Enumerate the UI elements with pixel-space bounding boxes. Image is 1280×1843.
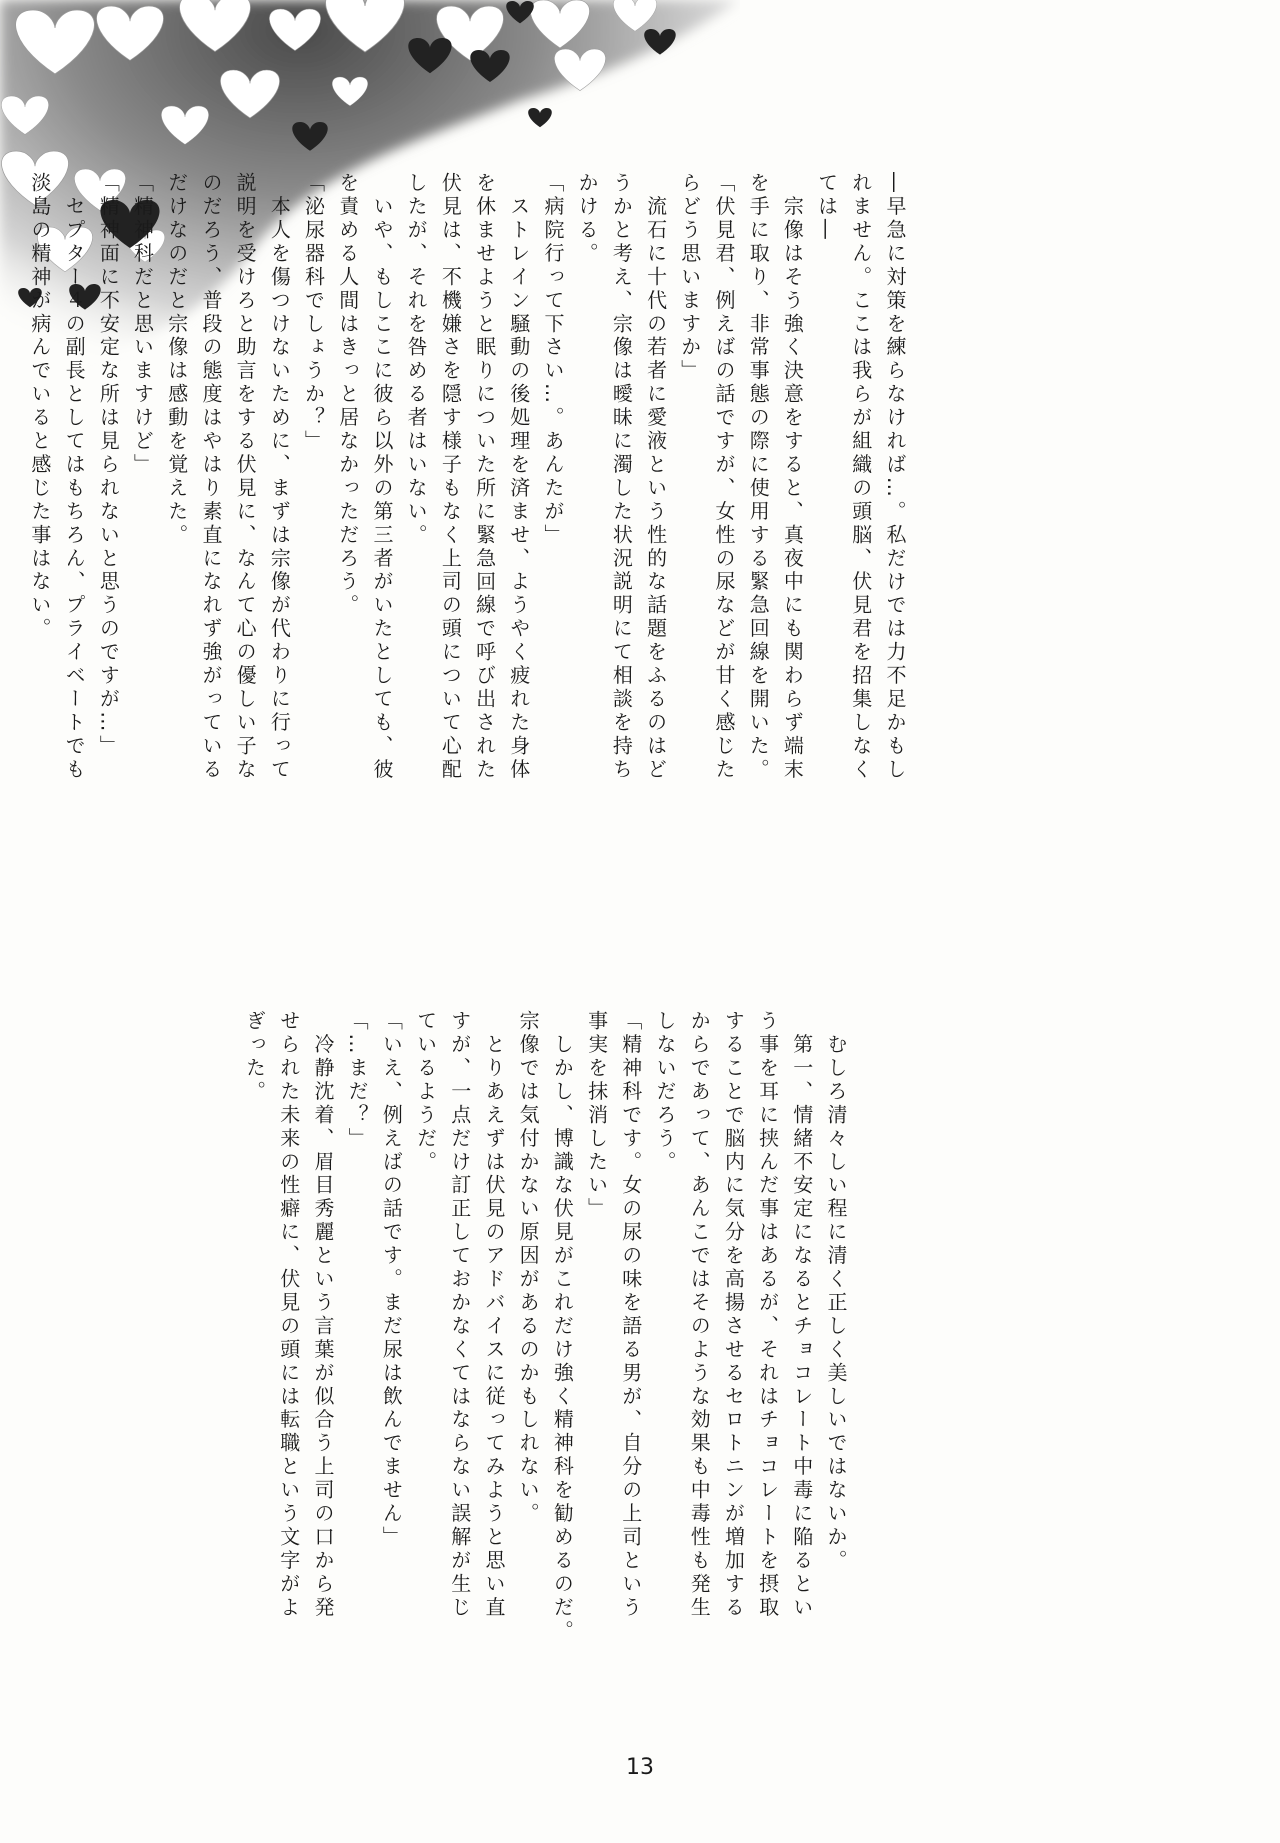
text-line: 「…まだ？」 (345, 1010, 370, 1151)
text-line: 「精神科だと思いますけど」 (130, 172, 155, 477)
text-line: することで脳内に気分を高揚させるセロトニンが増加する (721, 1010, 746, 1620)
text-line: セプター４の副長としてはもちろん、プライベートでも (62, 172, 87, 782)
text-line: 「精神面に不安定な所は見られないと思うのですが…」 (96, 172, 121, 759)
text-line: いや、もしここに彼ら以外の第三者がいたとしても、彼 (369, 172, 394, 782)
text-line: すが、一点だけ訂正しておかなくてはならない誤解が生じ (447, 1010, 472, 1620)
text-line: 「泌尿器科でしょうか？」 (301, 172, 326, 454)
text-line: むしろ清々しい程に清く正しく美しいではないか。 (824, 1010, 848, 1573)
text-line: 「いえ、例えばの話です。まだ尿は飲んでません」 (379, 1010, 404, 1550)
text-line: らどう思いますか」 (677, 172, 702, 384)
text-line: ては― (814, 172, 839, 243)
text-line: 本人を傷つけないために、まずは宗像が代わりに行って (267, 172, 292, 782)
text-line: 事実を抹消したい」 (584, 1010, 609, 1222)
text-line: ているようだ。 (413, 1010, 438, 1175)
text-line: したが、それを咎める者はいない。 (404, 172, 429, 548)
text-line: 宗像では気付かない原因があるのかもしれない。 (516, 1010, 541, 1526)
text-line: せられた未来の性癖に、伏見の頭には転職という文字がよ (276, 1010, 301, 1620)
text-line: だけなのだと宗像は感動を覚えた。 (164, 172, 189, 548)
text-line: 流石に十代の若者に愛液という性的な話題をふるのはど (643, 172, 668, 782)
text-line: う事を耳に挟んだ事はあるが、それはチョコレートを摂取 (755, 1010, 780, 1620)
text-line: 「病院行って下さい…。あんたが」 (540, 172, 565, 548)
text-line: を手に取り、非常事態の際に使用する緊急回線を開いた。 (746, 172, 771, 782)
text-line: かける。 (575, 172, 600, 266)
text-line: うかと考え、宗像は曖昧に濁した状況説明にて相談を持ち (609, 172, 634, 782)
text-line: 第一、情緒不安定になるとチョコレート中毒に陥るとい (789, 1010, 814, 1620)
text-line: とりあえずは伏見のアドバイスに従ってみようと思い直 (481, 1010, 506, 1620)
text-line: 冷静沈着、眉目秀麗という言葉が似合う上司の口から発 (310, 1010, 335, 1620)
text-line: のだろう、普段の態度はやはり素直になれず強がっている (198, 172, 223, 782)
text-line: ぎった。 (242, 1010, 267, 1104)
text-line: 宗像はそう強く決意をすると、真夜中にも関わらず端末 (780, 172, 805, 782)
text-line: ―早急に対策を練らなければ…。私だけでは力不足かもし (883, 172, 907, 782)
text-line: ストレイン騒動の後処理を済ませ、ようやく疲れた身体 (506, 172, 531, 782)
text-line: 「精神科です。女の尿の味を語る男が、自分の上司という (618, 1010, 643, 1620)
text-line: 伏見は、不機嫌さを隠す様子もなく上司の頭について心配 (438, 172, 463, 782)
page-number: 13 (626, 1755, 654, 1780)
text-line: しないだろう。 (652, 1010, 677, 1175)
text-line: を休ませようと眠りについた所に緊急回線で呼び出された (472, 172, 497, 782)
lower-text-block (237, 1010, 853, 1730)
text-line: からであって、あんこではそのような効果も中毒性も発生 (687, 1010, 712, 1620)
text-line: れません。ここは我らが組織の頭脳、伏見君を招集しなく (848, 172, 873, 782)
text-line: 説明を受けろと助言をする伏見に、なんて心の優しい子な (233, 172, 258, 782)
text-line: 淡島の精神が病んでいると感じた事はない。 (27, 172, 52, 641)
upper-text-block (23, 172, 912, 892)
text-line: 「伏見君、例えばの話ですが、女性の尿などが甘く感じた (711, 172, 736, 782)
text-line: しかし、博識な伏見がこれだけ強く精神科を勧めるのだ。 (550, 1010, 575, 1644)
text-line: を責める人間はきっと居なかっただろう。 (335, 172, 360, 618)
